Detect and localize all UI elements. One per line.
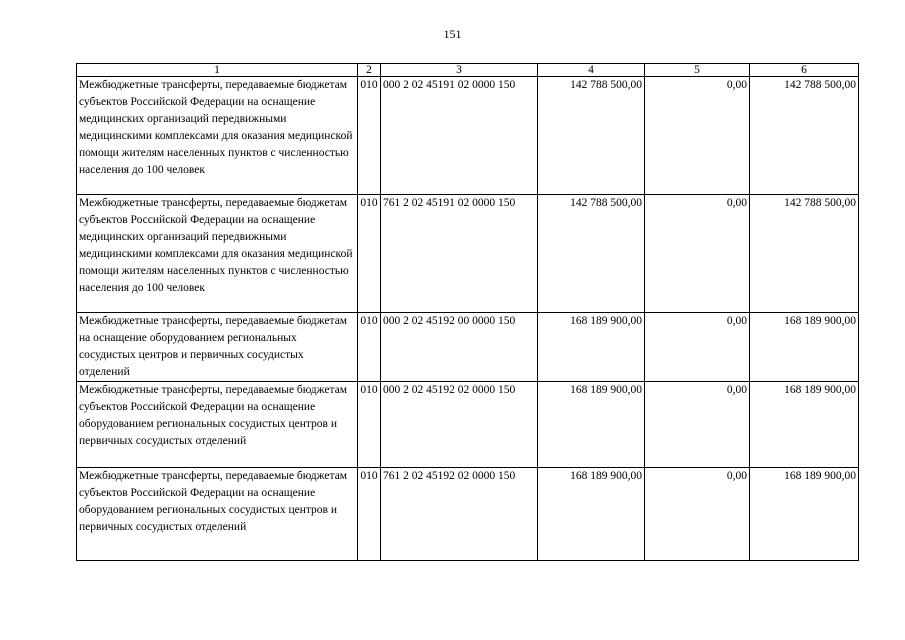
header-col-2: 2 (358, 64, 381, 77)
row-section: 010 (358, 468, 381, 561)
row-total: 168 189 900,00 (750, 313, 859, 382)
row-change: 0,00 (645, 468, 750, 561)
header-col-4: 4 (538, 64, 645, 77)
row-change: 0,00 (645, 382, 750, 468)
row-approved: 142 788 500,00 (538, 77, 645, 195)
row-change: 0,00 (645, 313, 750, 382)
row-name: Межбюджетные трансферты, передаваемые бюджетам субъектов Российской Федерации на оснащение оборудованием региональных сосудистых центров и первичных сосудистых отделений (77, 382, 358, 468)
table-header (77, 64, 859, 77)
row-code: 000 2 02 45192 00 0000 150 (381, 313, 538, 382)
row-code: 000 2 02 45191 02 0000 150 (381, 77, 538, 195)
row-name: Межбюджетные трансферты, передаваемые бюджетам субъектов Российской Федерации на оснащение медицинских организаций передвижными медицинскими комплексами для оказания медицинской помощи жителям населенных пунктов с численностью населения до 100 человек (77, 77, 358, 195)
row-section: 010 (358, 77, 381, 195)
row-approved: 168 189 900,00 (538, 468, 645, 561)
row-code: 761 2 02 45192 02 0000 150 (381, 468, 538, 561)
row-section: 010 (358, 313, 381, 382)
row-section: 010 (358, 195, 381, 313)
table-row (77, 468, 859, 561)
row-name: Межбюджетные трансферты, передаваемые бюджетам субъектов Российской Федерации на оснащение оборудованием региональных сосудистых центров и первичных сосудистых отделений (77, 468, 358, 561)
budget-table (76, 63, 859, 561)
row-code: 000 2 02 45192 02 0000 150 (381, 382, 538, 468)
row-total: 142 788 500,00 (750, 195, 859, 313)
table-row (77, 195, 859, 313)
row-code: 761 2 02 45191 02 0000 150 (381, 195, 538, 313)
row-name: Межбюджетные трансферты, передаваемые бюджетам на оснащение оборудованием региональных сосудистых центров и первичных сосудистых отделений (77, 313, 358, 382)
table-body (77, 77, 859, 561)
row-total: 168 189 900,00 (750, 468, 859, 561)
row-change: 0,00 (645, 195, 750, 313)
row-approved: 168 189 900,00 (538, 313, 645, 382)
row-change: 0,00 (645, 77, 750, 195)
table-row (77, 313, 859, 382)
table-row (77, 382, 859, 468)
row-name: Межбюджетные трансферты, передаваемые бюджетам субъектов Российской Федерации на оснащение медицинских организаций передвижными медицинскими комплексами для оказания медицинской помощи жителям населенных пунктов с численностью населения до 100 человек (77, 195, 358, 313)
row-section: 010 (358, 382, 381, 468)
row-total: 142 788 500,00 (750, 77, 859, 195)
table-row (77, 77, 859, 195)
page-number: 151 (443, 27, 462, 41)
header-col-5: 5 (645, 64, 750, 77)
header-col-1: 1 (77, 64, 358, 77)
row-total: 168 189 900,00 (750, 382, 859, 468)
row-approved: 142 788 500,00 (538, 195, 645, 313)
header-col-3: 3 (381, 64, 538, 77)
header-row (77, 64, 859, 77)
header-col-6: 6 (750, 64, 859, 77)
row-approved: 168 189 900,00 (538, 382, 645, 468)
